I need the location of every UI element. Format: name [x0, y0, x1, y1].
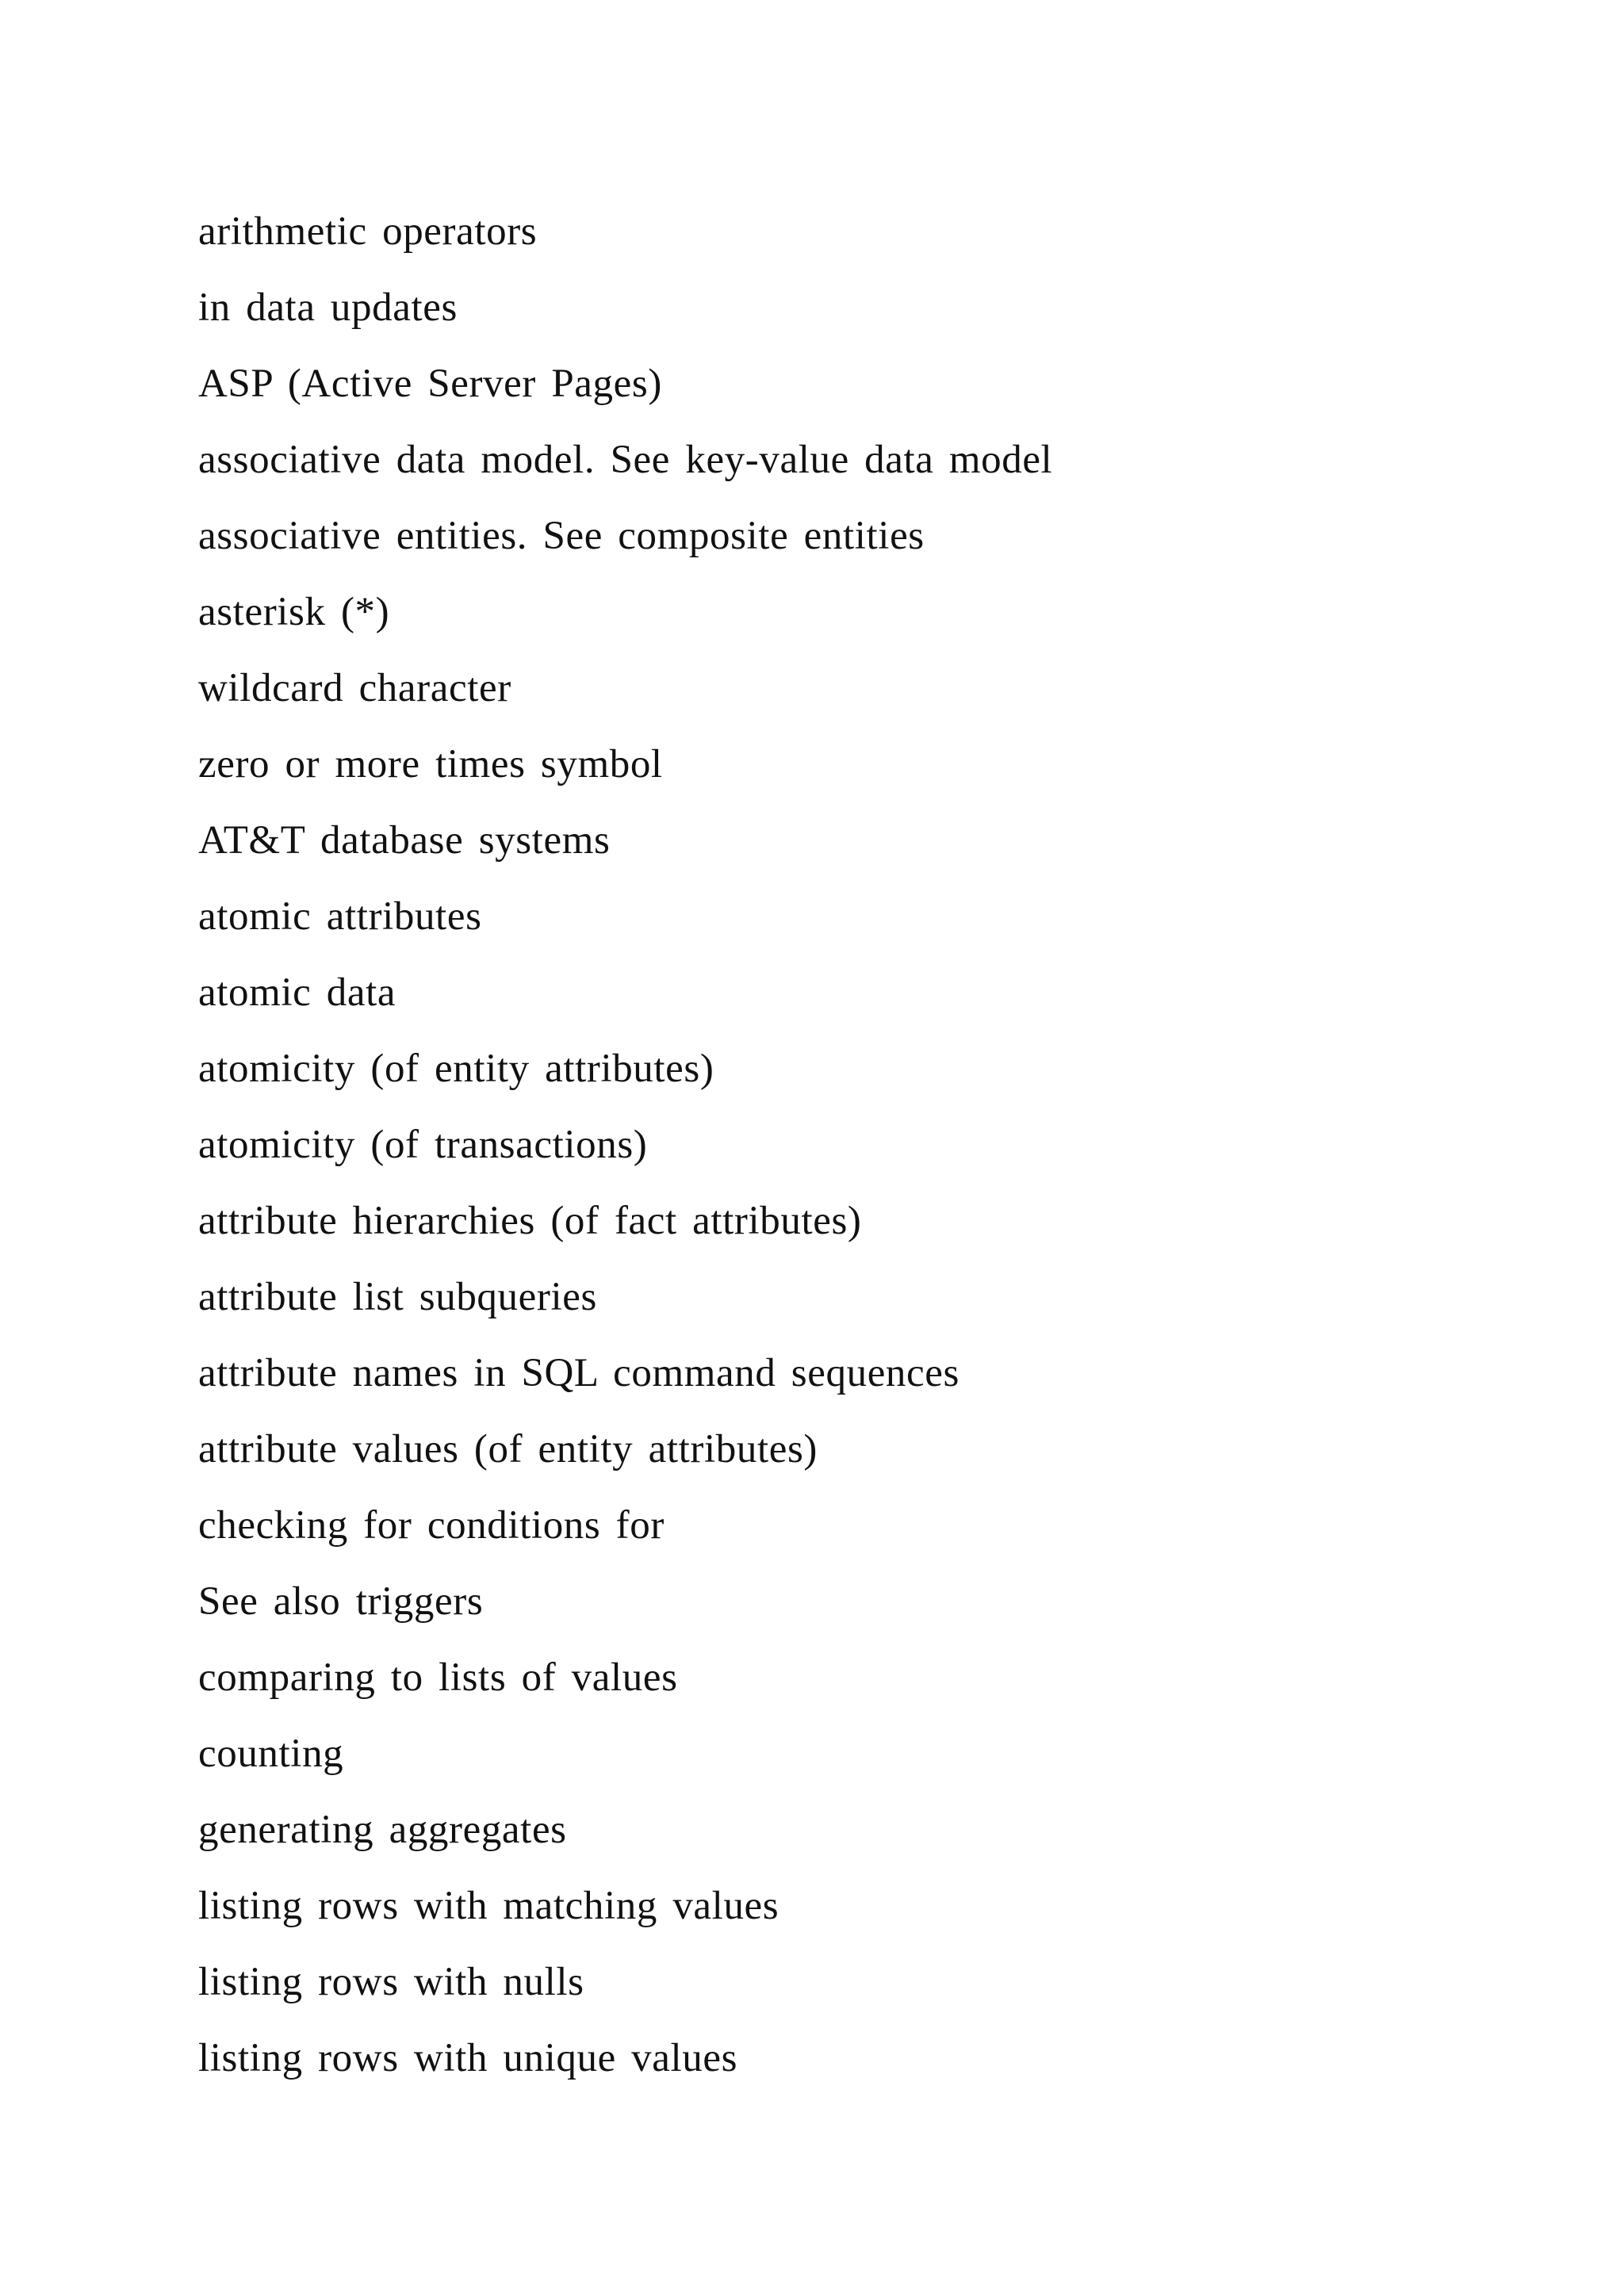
index-entry: counting [198, 1732, 344, 1776]
index-entry: atomicity (of entity attributes) [198, 1047, 714, 1091]
index-entry: listing rows with nulls [198, 1960, 584, 2004]
index-entry: See also triggers [198, 1579, 484, 1624]
index-entry: attribute hierarchies (of fact attributes) [198, 1199, 862, 1243]
index-entry: atomicity (of transactions) [198, 1123, 648, 1167]
index-entry: listing rows with unique values [198, 2036, 738, 2080]
index-entry: ASP (Active Server Pages) [198, 362, 662, 406]
index-entry: attribute values (of entity attributes) [198, 1427, 818, 1471]
index-entry: arithmetic operators [198, 209, 538, 254]
index-entry: associative entities. See composite entities [198, 514, 925, 558]
index-entry: listing rows with matching values [198, 1884, 779, 1928]
index-entry: AT&T database systems [198, 818, 611, 863]
index-entry: attribute list subqueries [198, 1275, 597, 1319]
index-entry-list [198, 193, 1052, 2096]
index-entry: atomic attributes [198, 894, 482, 939]
index-entry: generating aggregates [198, 1808, 567, 1852]
index-entry: comparing to lists of values [198, 1655, 678, 1700]
index-entry: wildcard character [198, 666, 511, 710]
index-entry: attribute names in SQL command sequences [198, 1351, 959, 1395]
index-entry: asterisk (*) [198, 590, 390, 634]
index-entry: associative data model. See key-value data model [198, 438, 1053, 482]
index-entry: atomic data [198, 970, 396, 1015]
index-entry: zero or more times symbol [198, 742, 663, 786]
index-entry: checking for conditions for [198, 1503, 665, 1548]
index-entry: in data updates [198, 285, 458, 330]
